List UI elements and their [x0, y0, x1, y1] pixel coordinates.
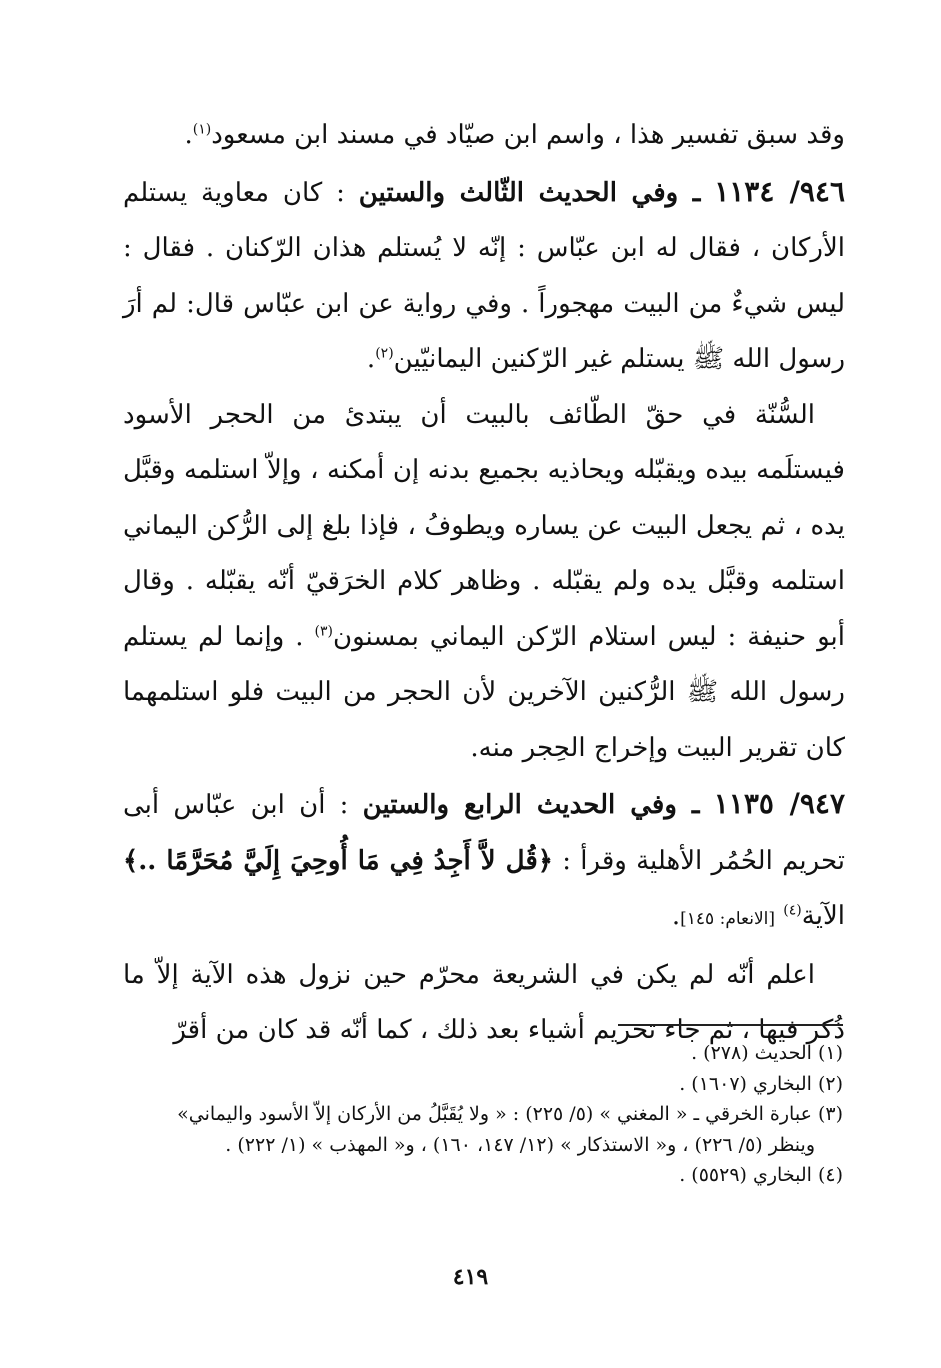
punctuation: . — [184, 120, 193, 150]
footnote-3-continued: وينظر (٥/ ٢٢٦) ، و« الاستذكار » (١٢/ ١٤٧، ١٦٠) ، و« المهذب » (١/ ٢٢٢) . — [225, 1133, 815, 1156]
commentary-text-continued: . وإنما لم يستلم رسول الله ﷺ الرُّكنين الآخرين لأن الحجر من البيت فلو استلمهما كان تقرير البيت وإخراج الحِجر منه. — [123, 621, 845, 763]
aya-label: الآية — [801, 901, 845, 931]
paragraph-text: وقد سبق تفسير هذا ، واسم ابن صيّاد في مسند ابن مسعود — [211, 120, 845, 150]
footnote-ref-4: (٤) — [783, 902, 802, 919]
footnote-ref-3: (٣) — [314, 622, 333, 639]
hadith-947 — [123, 776, 845, 948]
hadith-heading: ـ وفي الحديث الثّالث والستين — [358, 177, 701, 208]
footnote-divider — [618, 1024, 843, 1026]
main-text — [123, 108, 845, 1059]
paragraph-intro — [123, 108, 845, 164]
hadith-text: : أن ابن عبّاس أبى تحريم الحُمُر الأهلية وقرأ : — [123, 790, 845, 876]
footnote-1: (١) الحديث (٢٧٨) . — [691, 1042, 843, 1064]
hadith-text: : كان معاوية يستلم الأركان ، فقال له ابن عبّاس : إنّه لا يُستلم هذان الرّكنان . فقال : ليس شيءٌ من البيت مهجوراً . وفي رواية عن ابن عبّاس قال: لم أرَ رسول الله ﷺ يستلم غير الرّكنين اليمانيّين — [123, 177, 845, 374]
footnotes — [103, 1038, 843, 1191]
footnote-3: (٣) عبارة الخرقي ـ « المغني » (٥/ ٢٢٥) : « ولا يُقَبَّلُ من الأركان إلاّ الأسود واليماني» — [177, 1103, 843, 1125]
footnote-4: (٤) البخاري (٥٥٢٩) . — [679, 1164, 843, 1186]
quran-verse: ﴿قُل لاَّ أَجِدُ فِي مَا أُوحِيَ إِلَيَّ مُحَرَّمًا ..﴾ — [123, 845, 554, 876]
verse-reference: [الانعام: ١٤٥] — [680, 909, 776, 929]
punctuation: . — [366, 344, 376, 374]
footnote-ref-1: (١) — [192, 121, 212, 138]
commentary-paragraph — [123, 388, 845, 777]
commentary-text: اعلم أنّه لم يكن في الشريعة محرّم حين نزول هذه الآية إلاّ ما ذُكر فيها ، ثم جاء تحريم أشياء بعد ذلك ، كما أنّه قد كان من أقرّ — [123, 959, 845, 1045]
hadith-number: ٩٤٧/ ١١٣٥ — [713, 787, 845, 820]
hadith-heading: ـ وفي الحديث الرابع والستين — [362, 790, 700, 820]
hadith-946 — [123, 164, 845, 388]
commentary-text: السُّنّة في حقّ الطّائف بالبيت أن يبتدئ من الحجر الأسود فيستلَمه بيده ويقبّله ويحاذيه بجميع بدنه إن أمكنه ، وإلاّ استلمه وقبَّل يده ، ثم يجعل البيت عن يساره ويطوفُ ، فإذا بلغ إلى الرُّكن اليماني استلمه وقبَّل يده ولم يقبّله . وظاهر كلام الخرَقيّ أنّه يقبّله . وقال أبو حنيفة : ليس استلام الرّكن اليماني بمسنون — [123, 399, 845, 652]
footnote-2: (٢) البخاري (١٦٠٧) . — [679, 1072, 843, 1095]
page-number: ٤١٩ — [452, 1264, 489, 1290]
footnote-ref-2: (٢) — [375, 345, 394, 362]
punctuation: . — [671, 901, 681, 931]
hadith-number: ٩٤٦/ ١١٣٤ — [714, 174, 846, 208]
